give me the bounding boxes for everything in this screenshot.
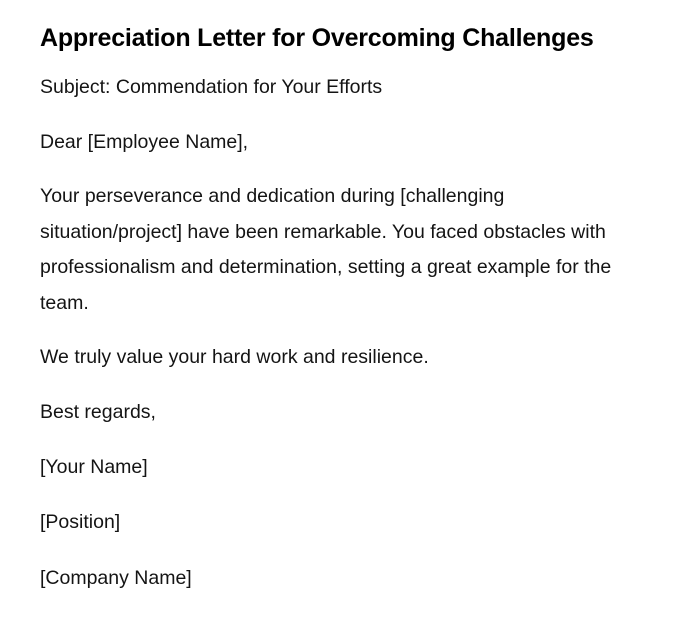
body-paragraph-2: We truly value your hard work and resilience. <box>40 346 429 368</box>
signature-position: [Position] <box>40 511 121 533</box>
signature-name: [Your Name] <box>40 456 148 478</box>
body-paragraph-1: Your perseverance and dedication during [challenging situation/project] have been remarkable. You faced obstacles with professionalism and determination, setting a great example for the team. <box>40 185 612 314</box>
closing: Best regards, <box>40 401 156 423</box>
signature-company: [Company Name] <box>40 567 192 589</box>
document-title: Appreciation Letter for Overcoming Challenges <box>40 24 594 52</box>
salutation: Dear [Employee Name], <box>40 131 249 153</box>
subject-line: Subject: Commendation for Your Efforts <box>40 76 383 98</box>
